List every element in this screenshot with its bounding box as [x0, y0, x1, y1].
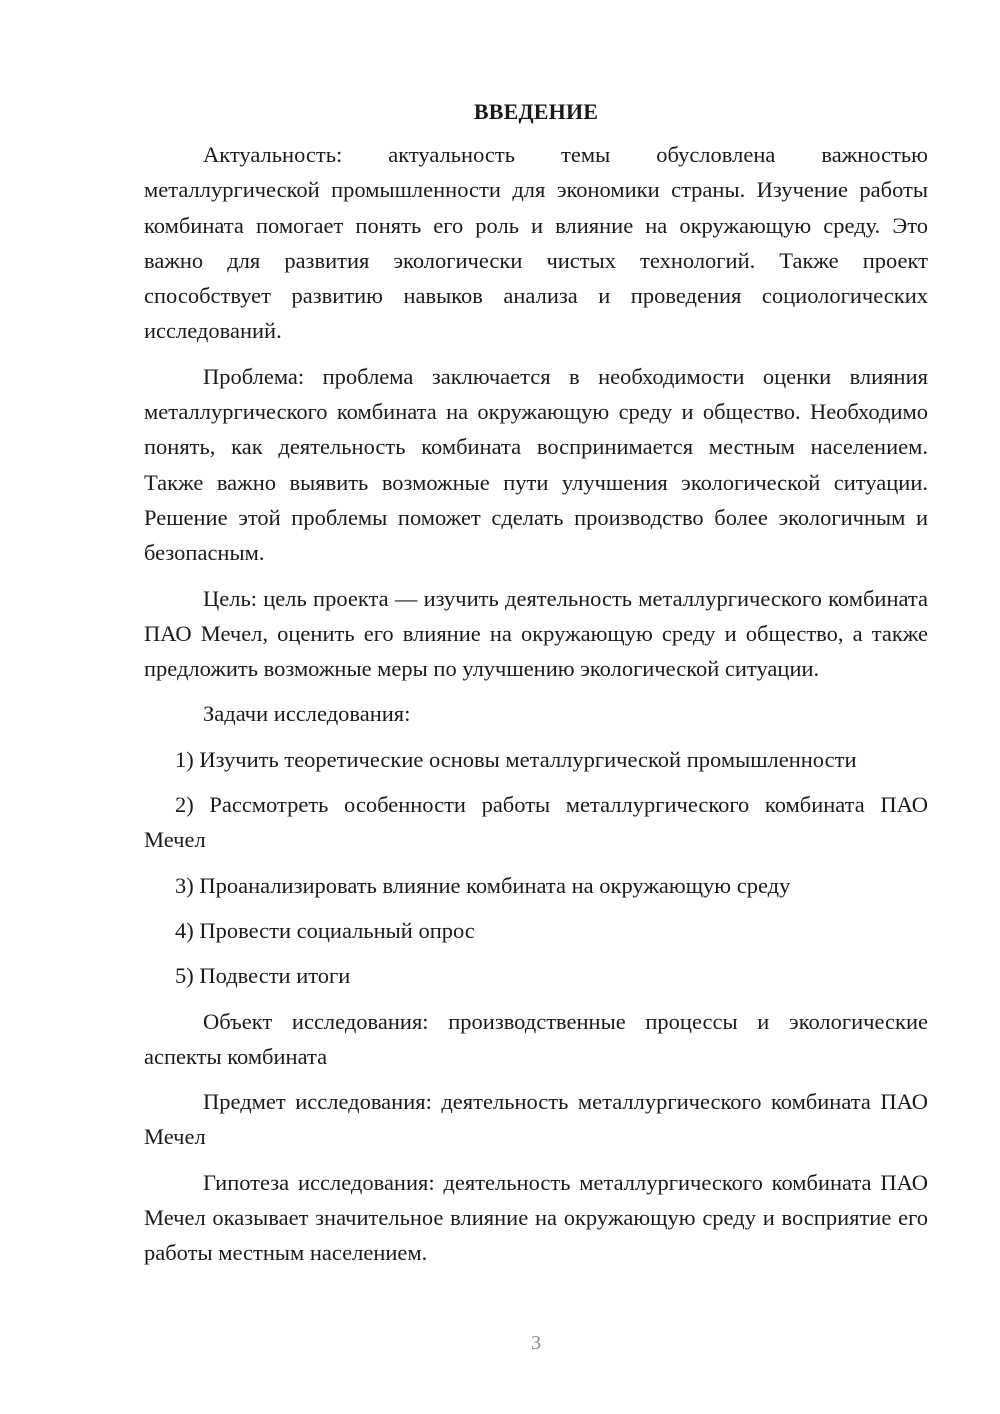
task-item: 1) Изучить теоретические основы металлургической промышленности — [175, 746, 857, 772]
problem-paragraph: Проблема: проблема заключается в необходимости оценки влияния металлургического комбината на окружающую среду и общество. Необходимо понять, как деятельность комбината воспринимается местным населением. Также важно выявить возможные пути улучшения экологической ситуации. Решение этой проблемы поможет сделать производство более экологичным и безопасным. — [144, 363, 928, 566]
task-item: 4) Провести социальный опрос — [175, 917, 475, 943]
object-paragraph: Объект исследования: производственные процессы и экологические аспекты комбината — [144, 1008, 928, 1069]
document-page — [144, 94, 928, 1281]
page-number: 3 — [531, 1332, 541, 1354]
goal-paragraph: Цель: цель проекта — изучить деятельность металлургического комбината ПАО Мечел, оценить его влияние на окружающую среду и общество, а также предложить возможные меры по улучшению экологической ситуации. — [144, 585, 928, 682]
task-item: 5) Подвести итоги — [175, 963, 351, 989]
page-title: ВВЕДЕНИЕ — [473, 99, 599, 124]
relevance-paragraph: Актуальность: актуальность темы обусловлена важностью металлургической промышленности для экономики страны. Изучение работы комбината помогает понять его роль и влияние на окружающую среду. Это важно для развития экологически чистых технологий. Также проект способствует развитию навыков анализа и проведения социологических исследований. — [144, 142, 928, 344]
tasks-label: Задачи исследования: — [203, 701, 411, 727]
subject-paragraph: Предмет исследования: деятельность металлургического комбината ПАО Мечел — [144, 1089, 928, 1150]
task-item: 2) Рассмотреть особенности работы металлургического комбината ПАО Мечел — [144, 792, 928, 853]
task-item: 3) Проанализировать влияние комбината на окружающую среду — [175, 872, 791, 898]
hypothesis-paragraph: Гипотеза исследования: деятельность металлургического комбината ПАО Мечел оказывает значительное влияние на окружающую среду и восприятие его работы местным населением. — [144, 1169, 928, 1266]
